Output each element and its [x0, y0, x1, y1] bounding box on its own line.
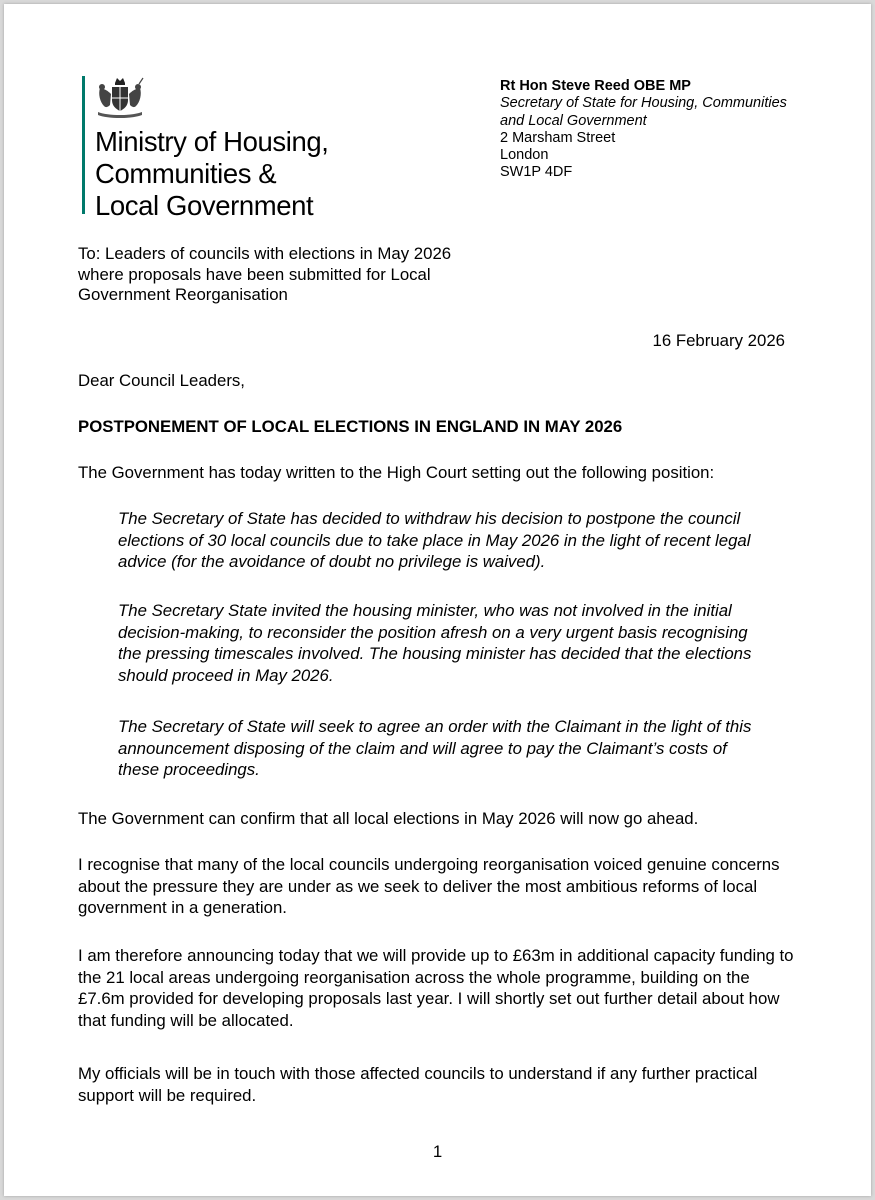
page-number: 1 [432, 1142, 443, 1161]
quoted-paragraph: The Secretary of State has decided to withdraw his decision to postpone the council elections of 30 local councils due to take place in May 2026 in the light of recent legal advice (for the avoidance of doubt no privilege is waived). [118, 509, 751, 571]
letter-page [4, 4, 871, 1196]
intro-paragraph: The Government has today written to the High Court setting out the following position: [78, 463, 715, 482]
quoted-paragraph: The Secretary State invited the housing minister, who was not involved in the initial decision-making, to reconsider the position afresh on a very urgent basis recognising the pressing timescales involved. The housing minister has decided that the elections should proceed in May 2026. [118, 601, 752, 685]
letterhead-accent-bar [82, 76, 85, 214]
salutation: Dear Council Leaders, [78, 371, 245, 390]
body-paragraph: The Government can confirm that all local elections in May 2026 will now go ahead. [78, 809, 699, 828]
royal-coat-of-arms-icon [94, 74, 146, 120]
letter-date: 16 February 2026 [652, 331, 785, 350]
sender-name: Rt Hon Steve Reed OBE MP [500, 78, 691, 94]
body-paragraph: I am therefore announcing today that we will provide up to £63m in additional capacity funding to the 21 local areas undergoing reorganisation across the whole programme, building on the £7.6m provided for developing proposals last year. I will shortly set out further detail about how that funding will be allocated. [78, 946, 794, 1030]
sender-block [500, 78, 800, 182]
quoted-paragraph: The Secretary of State will seek to agree an order with the Claimant in the light of this announcement disposing of the claim and will agree to pay the Claimant’s costs of these proceedings. [118, 717, 752, 779]
sender-role-line: and Local Government [500, 112, 647, 129]
sender-address-line: London [500, 147, 549, 164]
ministry-name-line: Local Government [95, 190, 314, 221]
body-paragraph: I recognise that many of the local councils undergoing reorganisation voiced genuine concerns about the pressure they are under as we seek to deliver the most ambitious reforms of local government in a generation. [78, 855, 780, 917]
ministry-name [95, 126, 328, 222]
ministry-name-line: Ministry of Housing, [95, 126, 329, 157]
sender-role-line: Secretary of State for Housing, Communities [500, 95, 787, 112]
body-paragraph: My officials will be in touch with those affected councils to understand if any further practical support will be required. [78, 1064, 758, 1105]
ministry-name-line: Communities & [95, 158, 277, 189]
letter-subject: POSTPONEMENT OF LOCAL ELECTIONS IN ENGLAND IN MAY 2026 [78, 417, 623, 436]
recipient-line: To: Leaders of councils with elections in May 2026 where proposals have been submitted for Local Government Reorganisation [78, 244, 452, 304]
sender-address-line: 2 Marsham Street [500, 129, 616, 146]
sender-address-line: SW1P 4DF [500, 164, 573, 181]
